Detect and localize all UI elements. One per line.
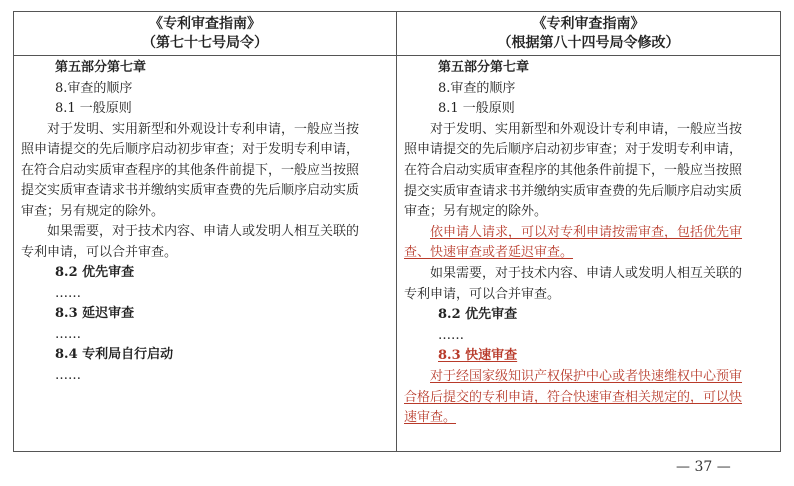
revised-title: 《专利审查指南》 xyxy=(532,16,645,32)
revised-column-header xyxy=(397,12,780,56)
right-text-line: 合格后提交的专利申请，符合快速审查相关规定的，可以快 xyxy=(404,389,743,405)
left-text-line: …… xyxy=(55,285,81,301)
left-text-line: 8.2 优先审查 xyxy=(55,265,135,280)
left-text-line: 第五部分第七章 xyxy=(55,60,147,75)
left-text-line: 提交实质审查请求书并缴纳实质审查费的先后顺序启动实质 xyxy=(21,183,360,198)
left-text-line: 照申请提交的先后顺序启动初步审查；对于发明专利申请， xyxy=(21,142,360,157)
original-subtitle: （第七十七号局令） xyxy=(142,35,268,51)
comparison-table xyxy=(13,11,781,452)
left-text-line: …… xyxy=(55,326,81,342)
left-text-line: 8.3 延迟审查 xyxy=(55,306,135,321)
right-text-line: 专利申请，可以合并审查。 xyxy=(404,286,561,302)
right-text-line: 依申请人请求，可以对专利申请按需审查，包括优先审 xyxy=(430,224,743,240)
left-text-line: 如果需要，对于技术内容、申请人或发明人相互关联的 xyxy=(47,224,360,239)
right-text-line: 在符合启动实质审查程序的其他条件前提下，一般应当按照 xyxy=(404,162,743,178)
revised-column xyxy=(396,12,780,451)
original-column xyxy=(14,12,396,451)
right-text-line: 照申请提交的先后顺序启动初步审查；对于发明专利申请， xyxy=(404,142,743,158)
left-text-line: 8.审查的顺序 xyxy=(55,80,133,96)
right-text-line: 速审查。 xyxy=(404,410,457,426)
original-title: 《专利审查指南》 xyxy=(149,16,261,32)
right-text-line: 对于经国家级知识产权保护中心或者快速维权中心预审 xyxy=(430,368,743,384)
right-text-line: 如果需要，对于技术内容、申请人或发明人相互关联的 xyxy=(430,265,743,281)
right-text-line: 提交实质审查请求书并缴纳实质审查费的先后顺序启动实质 xyxy=(404,183,743,199)
right-text-line: 8.2 优先审查 xyxy=(438,307,518,323)
right-text-line: 对于发明、实用新型和外观设计专利申请，一般应当按 xyxy=(430,121,743,137)
page-number: — 37 — xyxy=(676,459,731,475)
original-column-header xyxy=(14,12,396,56)
right-text-line: 查、快速审查或者延迟审查。 xyxy=(404,245,574,261)
right-text-line: 8.审查的顺序 xyxy=(438,80,516,96)
right-text-line: 第五部分第七章 xyxy=(438,60,530,75)
left-text-line: 对于发明、实用新型和外观设计专利申请，一般应当按 xyxy=(47,121,360,137)
left-text-line: …… xyxy=(55,367,81,383)
revised-subtitle: （根据第八十四号局令修改） xyxy=(497,35,680,51)
left-text-line: 在符合启动实质审查程序的其他条件前提下，一般应当按照 xyxy=(21,162,360,178)
revised-text xyxy=(397,56,780,451)
left-text-line: 专利申请，可以合并审查。 xyxy=(21,244,178,260)
left-text-line: 8.1 一般原则 xyxy=(55,101,132,116)
left-text-line: 8.4 专利局自行启动 xyxy=(55,347,174,362)
right-text-line: …… xyxy=(438,327,464,343)
right-text-line: 8.3 快速审查 xyxy=(438,348,518,364)
right-text-line: 8.1 一般原则 xyxy=(438,101,515,117)
original-text xyxy=(14,56,396,451)
right-text-line: 审查；另有规定的除外。 xyxy=(404,204,548,220)
left-text-line: 审查；另有规定的除外。 xyxy=(21,203,165,219)
